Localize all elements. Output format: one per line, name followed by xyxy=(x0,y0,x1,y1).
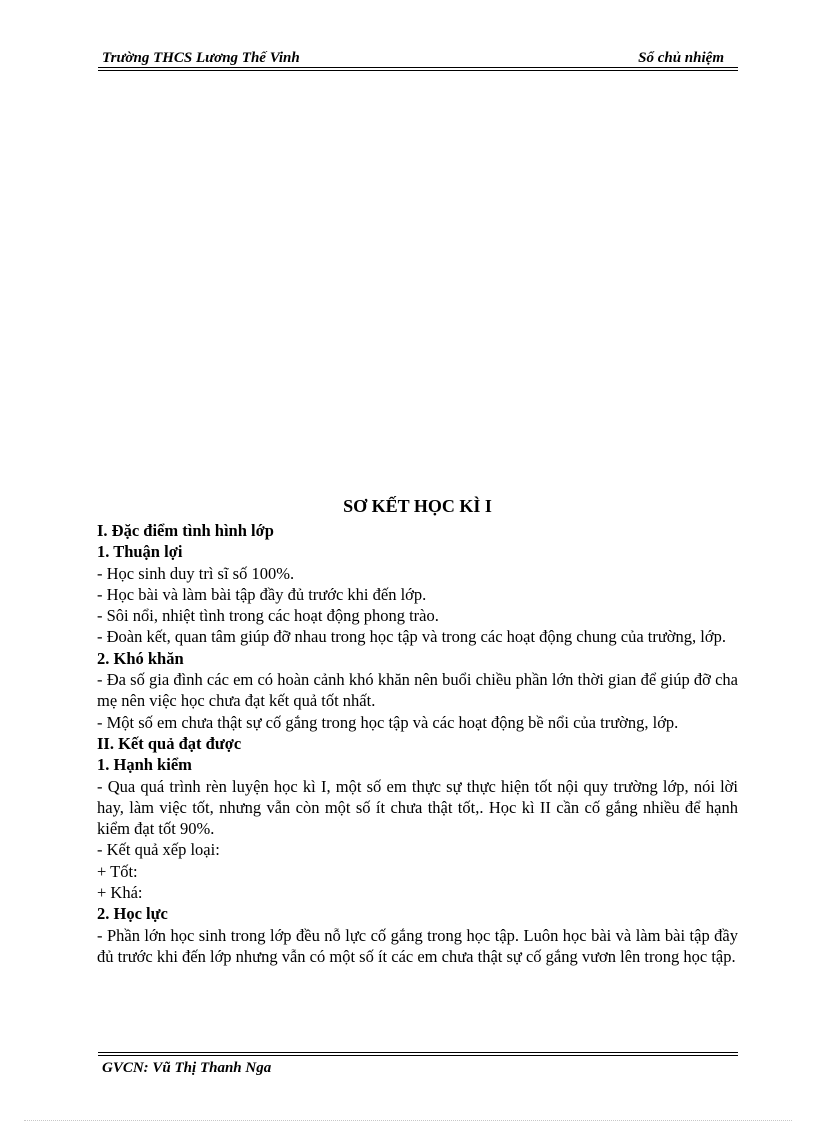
paragraph: - Một số em chưa thật sự cố gắng trong học tập và các hoạt động bề nổi của trường, lớp. xyxy=(97,712,679,732)
header-divider xyxy=(98,67,738,68)
subsection-heading-conduct: 1. Hạnh kiểm xyxy=(97,755,192,775)
subsection-heading-difficulties: 2. Khó khăn xyxy=(97,648,184,668)
book-title: Sổ chủ nhiệm xyxy=(638,50,724,66)
subsection-heading-advantages: 1. Thuận lợi xyxy=(97,542,183,562)
subsection-heading-academic: 2. Học lực xyxy=(97,904,168,924)
footer-divider-double xyxy=(98,1055,738,1056)
header-divider-double xyxy=(98,70,738,71)
paragraph: + Tốt: xyxy=(97,861,138,881)
paragraph: - Sôi nổi, nhiệt tình trong các hoạt động phong trào. xyxy=(97,606,439,626)
document-title: SƠ KẾT HỌC KÌ I xyxy=(343,496,492,516)
page-footer: GVCN: Vũ Thị Thanh Nga xyxy=(102,1060,272,1076)
paragraph: - Kết quả xếp loại: xyxy=(97,840,220,860)
paragraph: - Học sinh duy trì sĩ số 100%. xyxy=(97,563,295,583)
section-heading-1: I. Đặc điểm tình hình lớp xyxy=(97,521,274,540)
school-name: Trường THCS Lương Thế Vinh xyxy=(102,50,300,66)
section-heading-2: II. Kết quả đạt được xyxy=(97,733,242,753)
paragraph: - Đa số gia đình các em có hoàn cảnh khó khăn nên buổi chiều phần lớn thời gian để giúp đỡ cha mẹ nên việc học chưa đạt kết quả tốt nhất. xyxy=(97,670,738,711)
page-edge xyxy=(24,1120,792,1121)
footer-divider xyxy=(98,1052,738,1053)
paragraph: + Khá: xyxy=(97,883,143,903)
document-body xyxy=(97,494,738,967)
paragraph: - Đoàn kết, quan tâm giúp đỡ nhau trong học tập và trong các hoạt động chung của trường, lớp. xyxy=(97,627,726,647)
paragraph: - Học bài và làm bài tập đầy đủ trước khi đến lớp. xyxy=(97,584,427,604)
paragraph: - Qua quá trình rèn luyện học kì I, một số em thực sự thực hiện tốt nội quy trường lớp, nói lời hay, làm việc tốt, nhưng vẫn còn một số ít chưa thật tốt,. Học kì II cần cố gắng nhiều để hạnh kiểm đạt tốt 90%. xyxy=(97,776,738,839)
paragraph: - Phần lớn học sinh trong lớp đều nỗ lực cố gắng trong học tập. Luôn học bài và làm bài tập đầy đủ trước khi đến lớp nhưng vẫn có một số ít các em chưa thật sự cố gắng vươn lên trong học tập. xyxy=(97,925,738,966)
